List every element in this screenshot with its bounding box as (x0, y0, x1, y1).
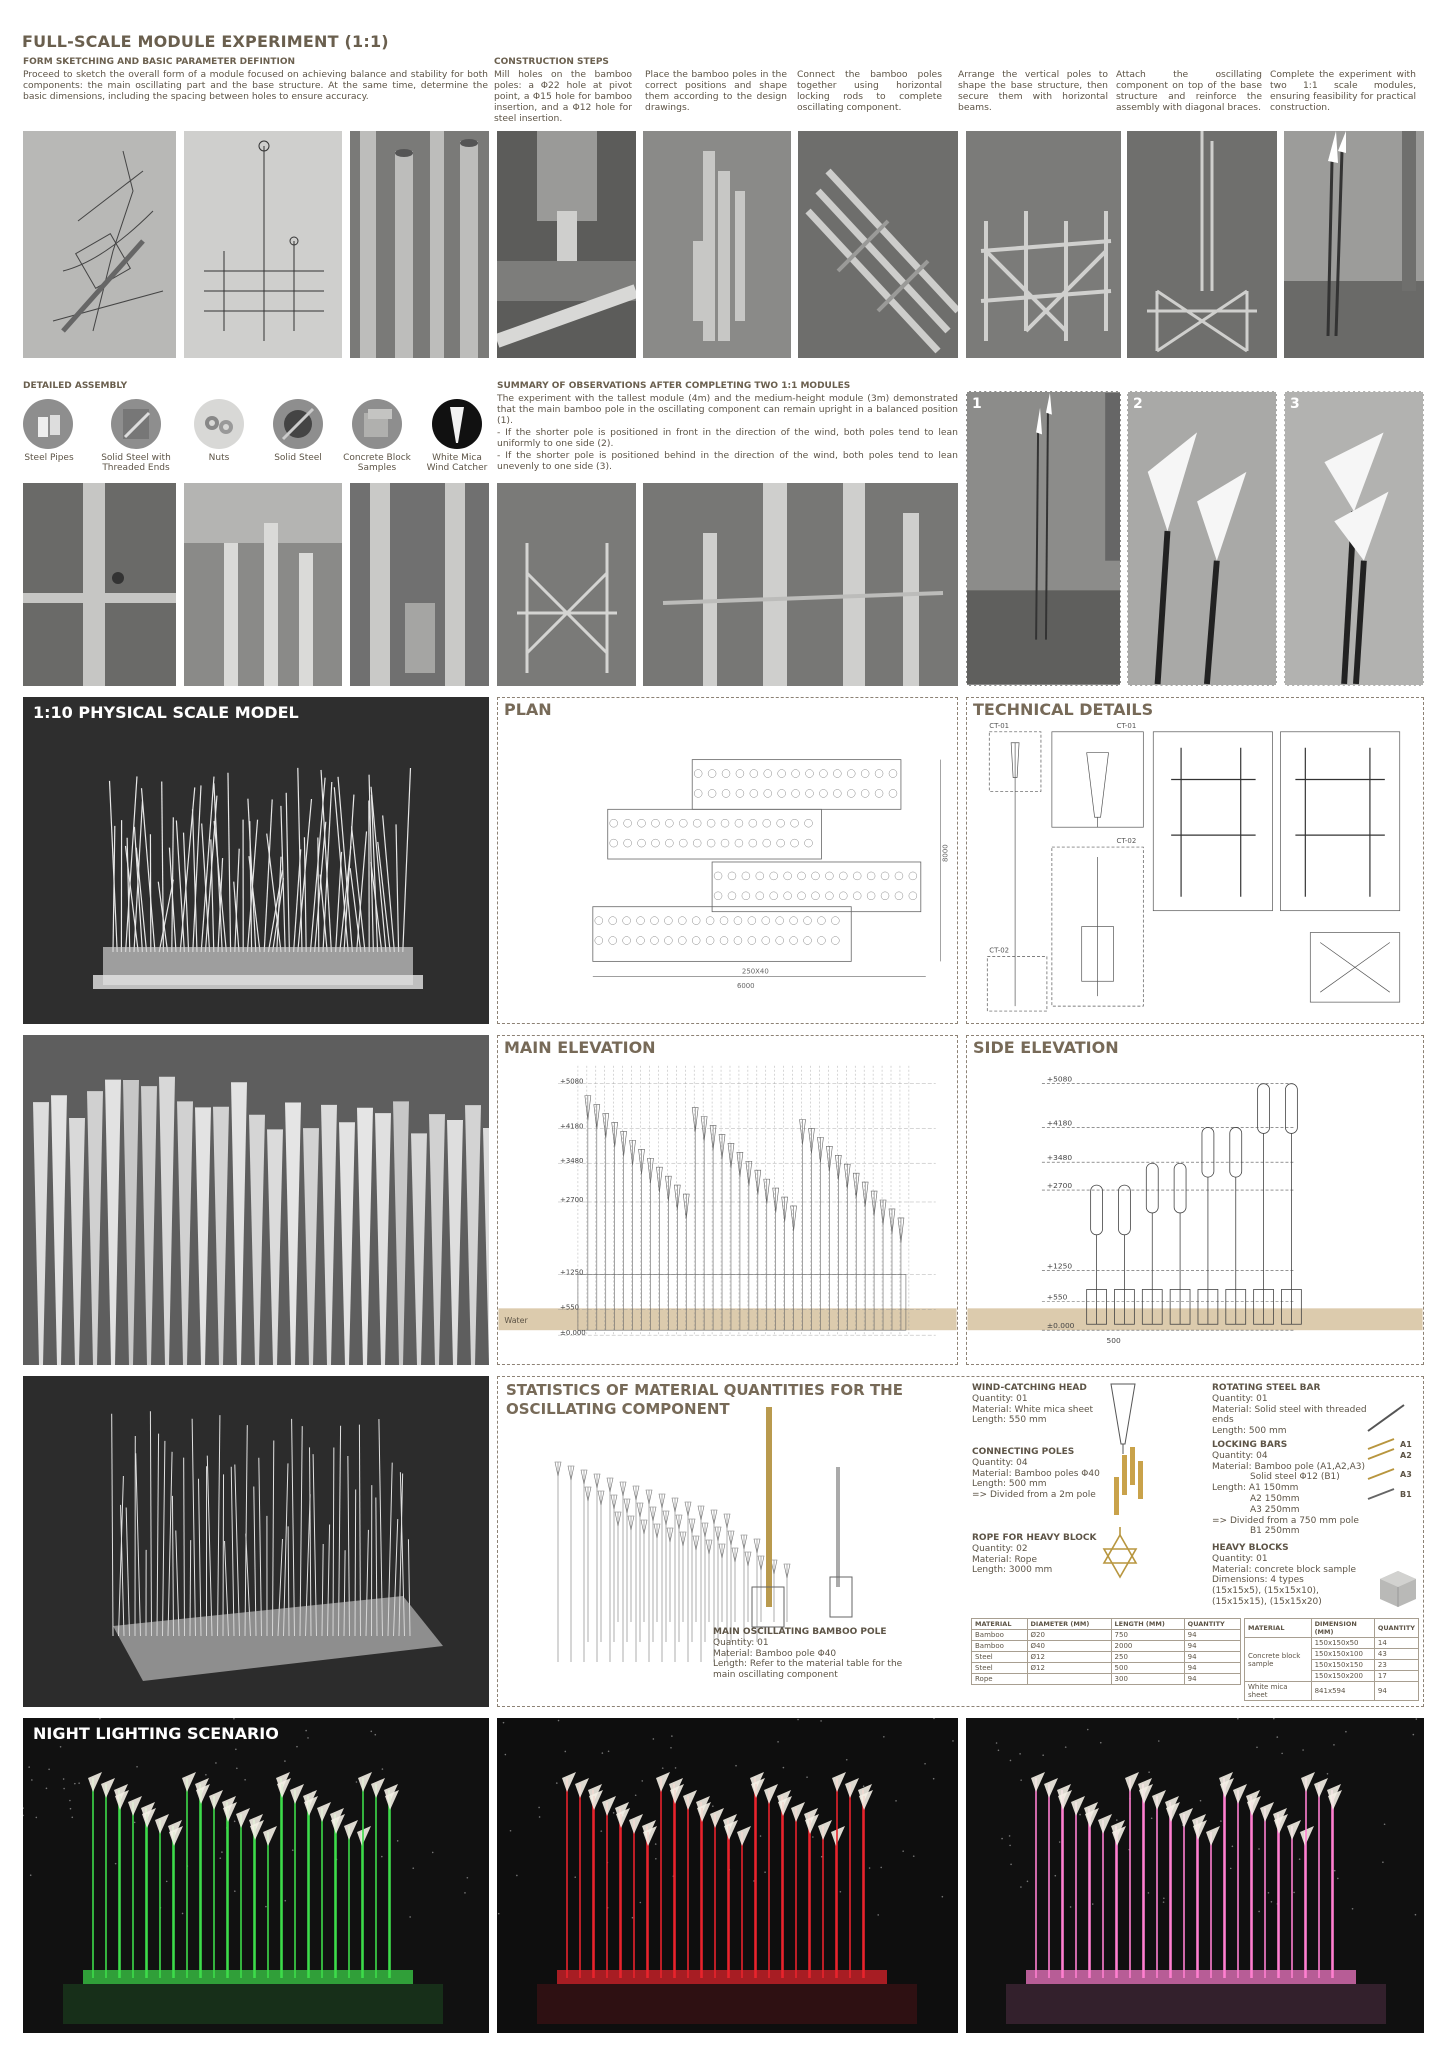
statistics-panel (497, 1376, 1424, 1707)
connecting-line: Length: 500 mm (972, 1479, 1047, 1490)
plan-panel (497, 697, 958, 1024)
summary-heading: SUMMARY OF OBSERVATIONS AFTER COMPLETING TWO 1:1 MODULES (497, 381, 851, 391)
locking-line: => Divided from a 750 mm pole (1212, 1515, 1359, 1526)
locking-heading: LOCKING BARS (1212, 1440, 1288, 1450)
observation-photo-2 (1127, 391, 1277, 686)
connecting-poles-icon (1108, 1447, 1148, 1517)
construction-step-2: Place the bamboo poles in the correct positions and shape them according to the design drawings. (645, 69, 787, 113)
assembly-label-4: Solid Steel (274, 453, 322, 463)
side-level-2700: +2700 (1046, 1181, 1073, 1191)
heavy-spec (1212, 1543, 1372, 1608)
main-pole-heading: MAIN OSCILLATING BAMBOO POLE (713, 1627, 887, 1637)
assembly-heading: DETAILED ASSEMBLY (23, 381, 128, 391)
nuts-icon (194, 399, 244, 449)
rope-line: Quantity: 02 (972, 1543, 1028, 1554)
sketch-photo-2 (184, 131, 342, 358)
form-heading: FORM SKETCHING AND BASIC PARAMETER DEFINTION (23, 57, 295, 67)
main-level-4180: +4180 (560, 1122, 584, 1131)
construction-heading: CONSTRUCTION STEPS (494, 57, 609, 67)
locking-spec (1212, 1440, 1382, 1537)
solid-steel-icon (273, 399, 323, 449)
locking-tag-a1: A1 (1400, 1440, 1412, 1449)
connecting-heading: CONNECTING POLES (972, 1447, 1075, 1457)
water-label: Water (504, 1316, 528, 1326)
wind-head-heading: WIND-CATCHING HEAD (972, 1383, 1087, 1393)
plan-title: PLAN (504, 700, 552, 719)
steel-bar-line: Length: 500 mm (1212, 1426, 1287, 1437)
material-table-1 (971, 1618, 1241, 1685)
main-elevation-drawing (498, 1036, 957, 1364)
technical-title: TECHNICAL DETAILS (973, 700, 1154, 719)
rope-line: Length: 3000 mm (972, 1565, 1053, 1576)
locking-line: Length: A1 150mm (1212, 1483, 1299, 1494)
form-text: Proceed to sketch the overall form of a module focused on achieving balance and stability for both components: the main oscillating part and the base structure. At the same time, determine the basic dimensions, including the spacing between holes to ensure accuracy. (23, 69, 488, 102)
steel-bar-icon (1366, 1403, 1406, 1433)
plan-width-label: 6000 (736, 982, 755, 991)
module-tall-photo (497, 483, 636, 686)
table-row: 150x150x200 17 (1245, 1671, 1419, 1682)
summary-p1: The experiment with the tallest module (4m) and the medium-height module (3m) demonstrated that the main bamboo pole in the oscillating component can remain upright in a balanced position (1). (497, 393, 958, 426)
locking-tag-a3: A3 (1400, 1470, 1412, 1479)
table-row: 150x150x150 23 (1245, 1660, 1419, 1671)
table-row: Concrete block sample 150x150x50 14 (1245, 1638, 1419, 1649)
locking-tag-b1: B1 (1400, 1490, 1412, 1499)
main-pole-line: Length: Refer to the material table for the main oscillating component (713, 1659, 903, 1681)
heavy-heading: HEAVY BLOCKS (1212, 1543, 1289, 1553)
observation-number-1: 1 (972, 396, 982, 412)
assembled-module-photo (1127, 131, 1277, 358)
side-level-0: ±0.000 (1046, 1321, 1075, 1331)
night-photo-red (497, 1718, 958, 2033)
table1-header: LENGTH (MM) (1111, 1619, 1184, 1630)
table-row: Steel Ø12 500 94 (972, 1663, 1241, 1674)
side-level-550: +550 (1046, 1292, 1068, 1302)
table2-header: MATERIAL (1245, 1619, 1312, 1638)
steel-bar-line: Material: Solid steel with threaded ends (1212, 1404, 1367, 1426)
table2-header: DIMENSION (MM) (1311, 1619, 1374, 1638)
sketch-photo-1 (23, 131, 176, 358)
page-title: FULL-SCALE MODULE EXPERIMENT (1:1) (22, 32, 389, 51)
heavy-line: Material: concrete block sample (1212, 1564, 1356, 1575)
side-elevation-panel (966, 1035, 1424, 1365)
ct02-label-a: CT-02 (1116, 837, 1137, 846)
construction-step-4: Arrange the vertical poles to shape the base structure, then secure them with horizontal beams. (958, 69, 1108, 113)
assembly-photo-2 (184, 483, 342, 686)
table-row: Steel Ø12 250 94 (972, 1652, 1241, 1663)
assembly-label-1: Steel Pipes (24, 453, 74, 463)
threaded-steel-icon (111, 399, 161, 449)
physical-model-title: 1:10 PHYSICAL SCALE MODEL (33, 703, 299, 722)
material-table-2 (1244, 1618, 1419, 1701)
plan-drawing (498, 698, 957, 1023)
statistics-title: STATISTICS OF MATERIAL QUANTITIES FOR THE OSCILLATING COMPONENT (506, 1381, 903, 1418)
observation-number-3: 3 (1290, 396, 1300, 412)
base-structure-photo (966, 131, 1121, 358)
table-row: Bamboo Ø40 2000 94 (972, 1641, 1241, 1652)
side-spacing-label: 500 (1106, 1336, 1121, 1346)
table-row: Bamboo Ø20 750 94 (972, 1630, 1241, 1641)
technical-panel (966, 697, 1424, 1024)
locking-line: A2 150mm (1250, 1493, 1300, 1504)
construction-step-5: Attach the oscillating component on top of the base structure and reinforce the assembly with diagonal braces. (1116, 69, 1262, 113)
main-level-5080: +5080 (560, 1077, 584, 1086)
wind-head-line: Length: 550 mm (972, 1415, 1047, 1426)
wind-catcher-icon (432, 399, 482, 449)
construction-step-3: Connect the bamboo poles together using horizontal locking rods to complete oscillating component. (797, 69, 942, 113)
milling-photo (497, 131, 636, 358)
construction-step-6: Complete the experiment with two 1:1 scale modules, ensuring feasibility for practical construction. (1270, 69, 1416, 113)
connecting-line: Quantity: 04 (972, 1457, 1028, 1468)
main-elevation-title: MAIN ELEVATION (504, 1038, 656, 1057)
steel-bar-spec (1212, 1383, 1372, 1437)
night-photo-green (23, 1718, 489, 2033)
locking-bars-icon (1366, 1437, 1421, 1507)
summary-p3: - If the shorter pole is positioned behind in the direction of the wind, both poles tend to lean unevenly to one side (3). (497, 450, 958, 472)
assembly-label-3: Nuts (208, 453, 230, 463)
table2-header: QUANTITY (1374, 1619, 1418, 1638)
wind-head-line: Quantity: 01 (972, 1393, 1028, 1404)
summary-p2: - If the shorter pole is positioned in front in the direction of the wind, both poles tend to lean uniformly to one side (2). (497, 427, 958, 449)
connecting-line: Material: Bamboo poles Φ40 (972, 1468, 1100, 1479)
plan-height-label: 8000 (941, 844, 950, 862)
assembly-photo-3 (350, 483, 489, 686)
table-row: White mica sheet 841x594 94 (1245, 1682, 1419, 1701)
locking-line: B1 250mm (1250, 1526, 1300, 1537)
table1-header: QUANTITY (1184, 1619, 1240, 1630)
plan-module-label: 250X40 (741, 967, 769, 976)
night-title: NIGHT LIGHTING SCENARIO (33, 1724, 279, 1743)
main-level-1250: +1250 (560, 1268, 584, 1277)
locking-line: Solid steel Φ12 (B1) (1250, 1472, 1340, 1483)
steel-pipes-icon (23, 399, 73, 449)
ct01-label-a: CT-01 (989, 721, 1010, 730)
table-row: Rope 300 94 (972, 1674, 1241, 1685)
table1-header: DIAMETER (MM) (1027, 1619, 1111, 1630)
observation-number-2: 2 (1133, 396, 1143, 412)
bamboo-poles-photo (350, 131, 489, 358)
physical-model-photo (23, 697, 489, 1024)
assembly-label-5: Concrete Block Samples (343, 453, 411, 473)
wind-head-icon (1103, 1379, 1143, 1454)
side-level-5080: +5080 (1046, 1074, 1073, 1084)
assembly-photo-1 (23, 483, 176, 686)
module-pair-photo (643, 483, 958, 686)
locking-line: Quantity: 04 (1212, 1450, 1268, 1461)
heavy-line: Dimensions: 4 types (1212, 1575, 1304, 1586)
rope-heading: ROPE FOR HEAVY BLOCK (972, 1533, 1097, 1543)
main-level-550: +550 (560, 1303, 580, 1312)
connecting-line: => Divided from a 2m pole (972, 1490, 1096, 1501)
observation-photo-1 (966, 391, 1121, 686)
complete-module-photo (1284, 131, 1424, 358)
heavy-line: Quantity: 01 (1212, 1553, 1268, 1564)
main-pole-line: Quantity: 01 (713, 1637, 769, 1648)
assembly-label-6: White Mica Wind Catcher (426, 453, 488, 473)
main-level-0: ±0.000 (560, 1329, 586, 1338)
observation-photo-3 (1284, 391, 1424, 686)
rope-line: Material: Rope (972, 1554, 1038, 1565)
construction-step-1: Mill holes on the bamboo poles: a Φ22 hole at pivot point, a Φ15 hole for bamboo insertion, and a Φ12 hole for steel insertion. (494, 69, 632, 124)
locking-tag-a2: A2 (1400, 1451, 1412, 1460)
model-perspective-photo (23, 1376, 489, 1707)
ct01-label-b: CT-01 (1116, 721, 1137, 730)
side-elevation-drawing (967, 1036, 1423, 1364)
heavy-line: (15x15x5), (15x15x10), (15x15x15), (15x15x20) (1212, 1586, 1322, 1607)
side-level-1250: +1250 (1046, 1261, 1073, 1271)
night-photo-pink (966, 1718, 1424, 2033)
ct02-label-b: CT-02 (989, 946, 1010, 955)
table-row: 150x150x100 43 (1245, 1649, 1419, 1660)
connected-poles-photo (798, 131, 958, 358)
side-level-3480: +3480 (1046, 1153, 1073, 1163)
main-level-2700: +2700 (560, 1195, 584, 1204)
assembly-label-2: Solid Steel with Threaded Ends (101, 453, 171, 473)
side-elevation-title: SIDE ELEVATION (973, 1038, 1119, 1057)
main-pole-drawing (738, 1407, 858, 1647)
technical-drawing (967, 698, 1423, 1023)
main-pole-line: Material: Bamboo pole Φ40 (713, 1648, 837, 1659)
concrete-block-icon (352, 399, 402, 449)
main-pole-spec (713, 1627, 913, 1681)
wind-head-line: Material: White mica sheet (972, 1404, 1094, 1415)
steel-bar-line: Quantity: 01 (1212, 1393, 1268, 1404)
locking-line: A3 250mm (1250, 1504, 1300, 1515)
steel-bar-heading: ROTATING STEEL BAR (1212, 1383, 1321, 1393)
placed-poles-photo (643, 131, 791, 358)
main-level-3480: +3480 (560, 1157, 584, 1166)
locking-line: Material: Bamboo pole (A1,A2,A3) (1212, 1461, 1366, 1472)
concrete-block-drawing (1376, 1567, 1418, 1611)
rope-icon (1098, 1527, 1143, 1587)
side-level-4180: +4180 (1046, 1118, 1073, 1128)
main-elevation-panel (497, 1035, 958, 1365)
table1-header: MATERIAL (972, 1619, 1028, 1630)
model-closeup-photo (23, 1035, 489, 1365)
